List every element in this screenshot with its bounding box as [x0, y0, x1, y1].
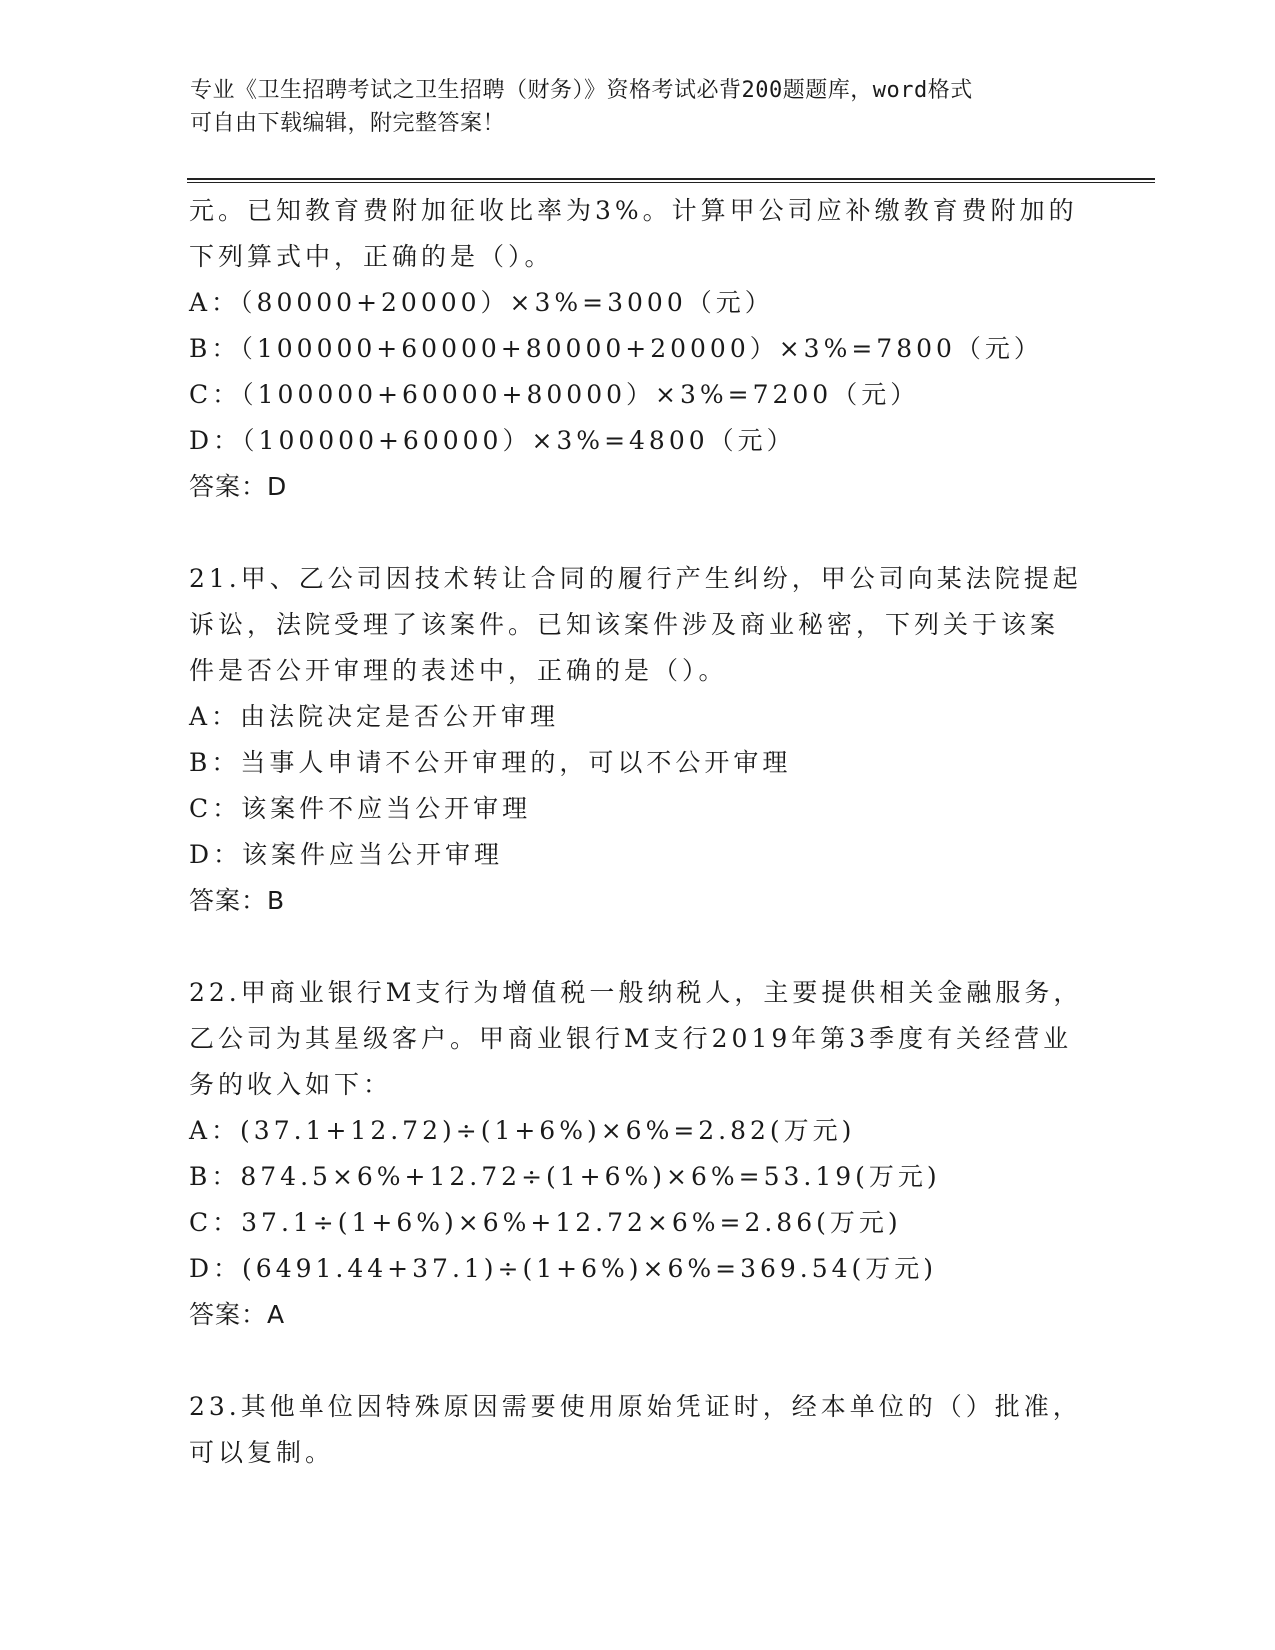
option-a: A：(37.1+12.72)÷(1+6%)×6%=2.82(万元) — [189, 1116, 856, 1145]
question-23 — [189, 1384, 1089, 1476]
option-b: B：874.5×6%+12.72÷(1+6%)×6%=53.19(万元) — [189, 1162, 941, 1191]
question-stem-line: 可以复制。 — [189, 1438, 335, 1467]
option-a: A：由法院决定是否公开审理 — [189, 702, 560, 731]
page-header — [190, 74, 1090, 140]
header-title-line-1: 专业《卫生招聘考试之卫生招聘（财务）》资格考试必背200题题库，word格式 — [190, 78, 973, 103]
header-divider — [187, 178, 1155, 183]
option-d: D：该案件应当公开审理 — [189, 840, 504, 869]
answer-line: 答案：A — [189, 1300, 286, 1329]
question-20 — [189, 188, 1089, 510]
question-22 — [189, 970, 1089, 1338]
header-title-line-2: 可自由下载编辑，附完整答案！ — [190, 111, 506, 136]
option-c: C：（100000+60000+80000）×3%=7200（元） — [189, 380, 920, 409]
question-stem-line: 23.其他单位因特殊原因需要使用原始凭证时，经本单位的（）批准， — [189, 1392, 1082, 1421]
answer-line: 答案：D — [189, 472, 288, 501]
option-c: C：37.1÷(1+6%)×6%+12.72×6%=2.86(万元) — [189, 1208, 902, 1237]
question-stem-line: 元。已知教育费附加征收比率为3%。计算甲公司应补缴教育费附加的 — [189, 196, 1078, 225]
option-c: C：该案件不应当公开审理 — [189, 794, 532, 823]
question-stem-line: 21.甲、乙公司因技术转让合同的履行产生纠纷，甲公司向某法院提起 — [189, 564, 1082, 593]
spacer — [189, 1338, 1089, 1384]
question-stem-line: 件是否公开审理的表述中，正确的是（）。 — [189, 656, 728, 685]
answer-line: 答案：B — [189, 886, 286, 915]
document-body — [189, 188, 1089, 1476]
option-b: B：当事人申请不公开审理的，可以不公开审理 — [189, 748, 792, 777]
question-stem-line: 诉讼，法院受理了该案件。已知该案件涉及商业秘密，下列关于该案 — [189, 610, 1060, 639]
question-stem-line: 22.甲商业银行M支行为增值税一般纳税人，主要提供相关金融服务， — [189, 978, 1083, 1007]
question-21 — [189, 556, 1089, 924]
option-d: D：(6491.44+37.1)÷(1+6%)×6%=369.54(万元) — [189, 1254, 938, 1283]
option-d: D：（100000+60000）×3%=4800（元） — [189, 426, 796, 455]
question-stem-line: 乙公司为其星级客户。甲商业银行M支行2019年第3季度有关经营业 — [189, 1024, 1073, 1053]
question-stem-line: 下列算式中，正确的是（）。 — [189, 242, 554, 271]
spacer — [189, 510, 1089, 556]
question-stem-line: 务的收入如下： — [189, 1070, 393, 1099]
option-b: B：（100000+60000+80000+20000）×3%=7800（元） — [189, 334, 1043, 363]
spacer — [189, 924, 1089, 970]
option-a: A：（80000+20000）×3%=3000（元） — [189, 288, 774, 317]
